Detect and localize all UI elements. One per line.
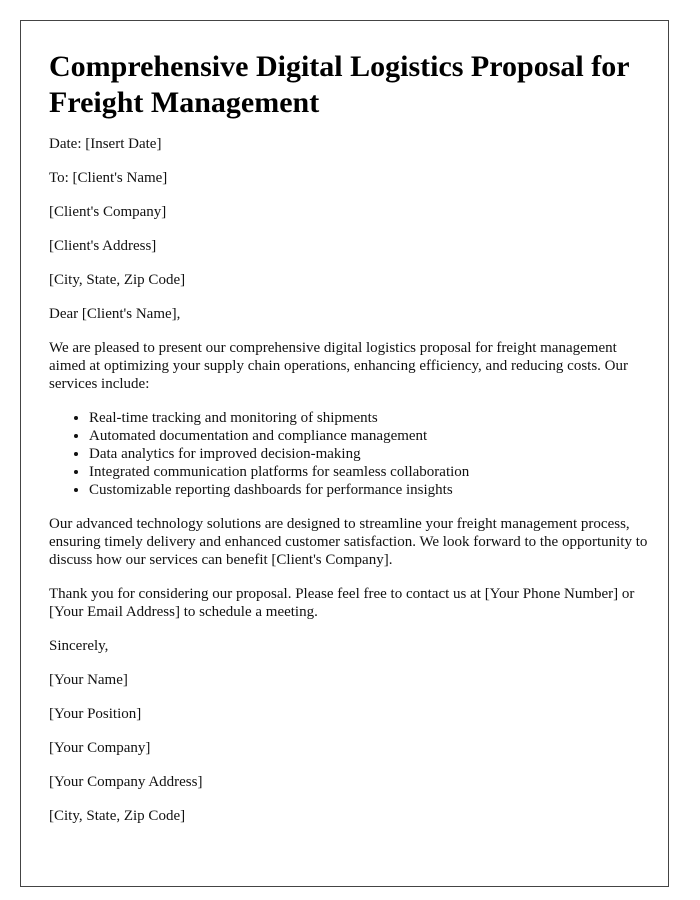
- sender-position: [Your Position]: [49, 706, 142, 722]
- list-item: • Automated documentation and compliance management: [89, 427, 648, 445]
- sender-company: [Your Company]: [49, 740, 151, 756]
- date-line: Date: [Insert Date]: [49, 136, 162, 152]
- salutation: Dear [Client's Name],: [49, 306, 181, 322]
- body-paragraph: Our advanced technology solutions are designed to streamline your freight management process, ensuring timely delivery and enhanced customer satisfaction. We look forward to the opportunity to discuss how our services can benefit [Client's Company].: [49, 516, 648, 568]
- page-title: Comprehensive Digital Logistics Proposal for Freight Management: [49, 50, 629, 119]
- sender-name: [Your Name]: [49, 672, 128, 688]
- contact-paragraph: Thank you for considering our proposal. Please feel free to contact us at [Your Phone Number] or [Your Email Address] to schedule a meeting.: [49, 586, 635, 620]
- sender-company-address: [Your Company Address]: [49, 774, 203, 790]
- recipient-company: [Client's Company]: [49, 204, 167, 220]
- recipient-name: To: [Client's Name]: [49, 170, 168, 186]
- intro-paragraph: We are pleased to present our comprehensive digital logistics proposal for freight management aimed at optimizing your supply chain operations, enhancing efficiency, and reducing costs. Our services include:: [49, 340, 629, 392]
- recipient-address: [Client's Address]: [49, 238, 157, 254]
- letter-page: [20, 20, 669, 887]
- services-list: [49, 409, 648, 499]
- list-item: • Integrated communication platforms for seamless collaboration: [89, 463, 648, 481]
- list-item: • Real-time tracking and monitoring of shipments: [89, 409, 648, 427]
- list-item: • Customizable reporting dashboards for performance insights: [89, 481, 648, 499]
- recipient-city-state-zip: [City, State, Zip Code]: [49, 272, 186, 288]
- list-item: • Data analytics for improved decision-making: [89, 445, 648, 463]
- sender-city-state-zip: [City, State, Zip Code]: [49, 808, 186, 824]
- closing: Sincerely,: [49, 638, 109, 654]
